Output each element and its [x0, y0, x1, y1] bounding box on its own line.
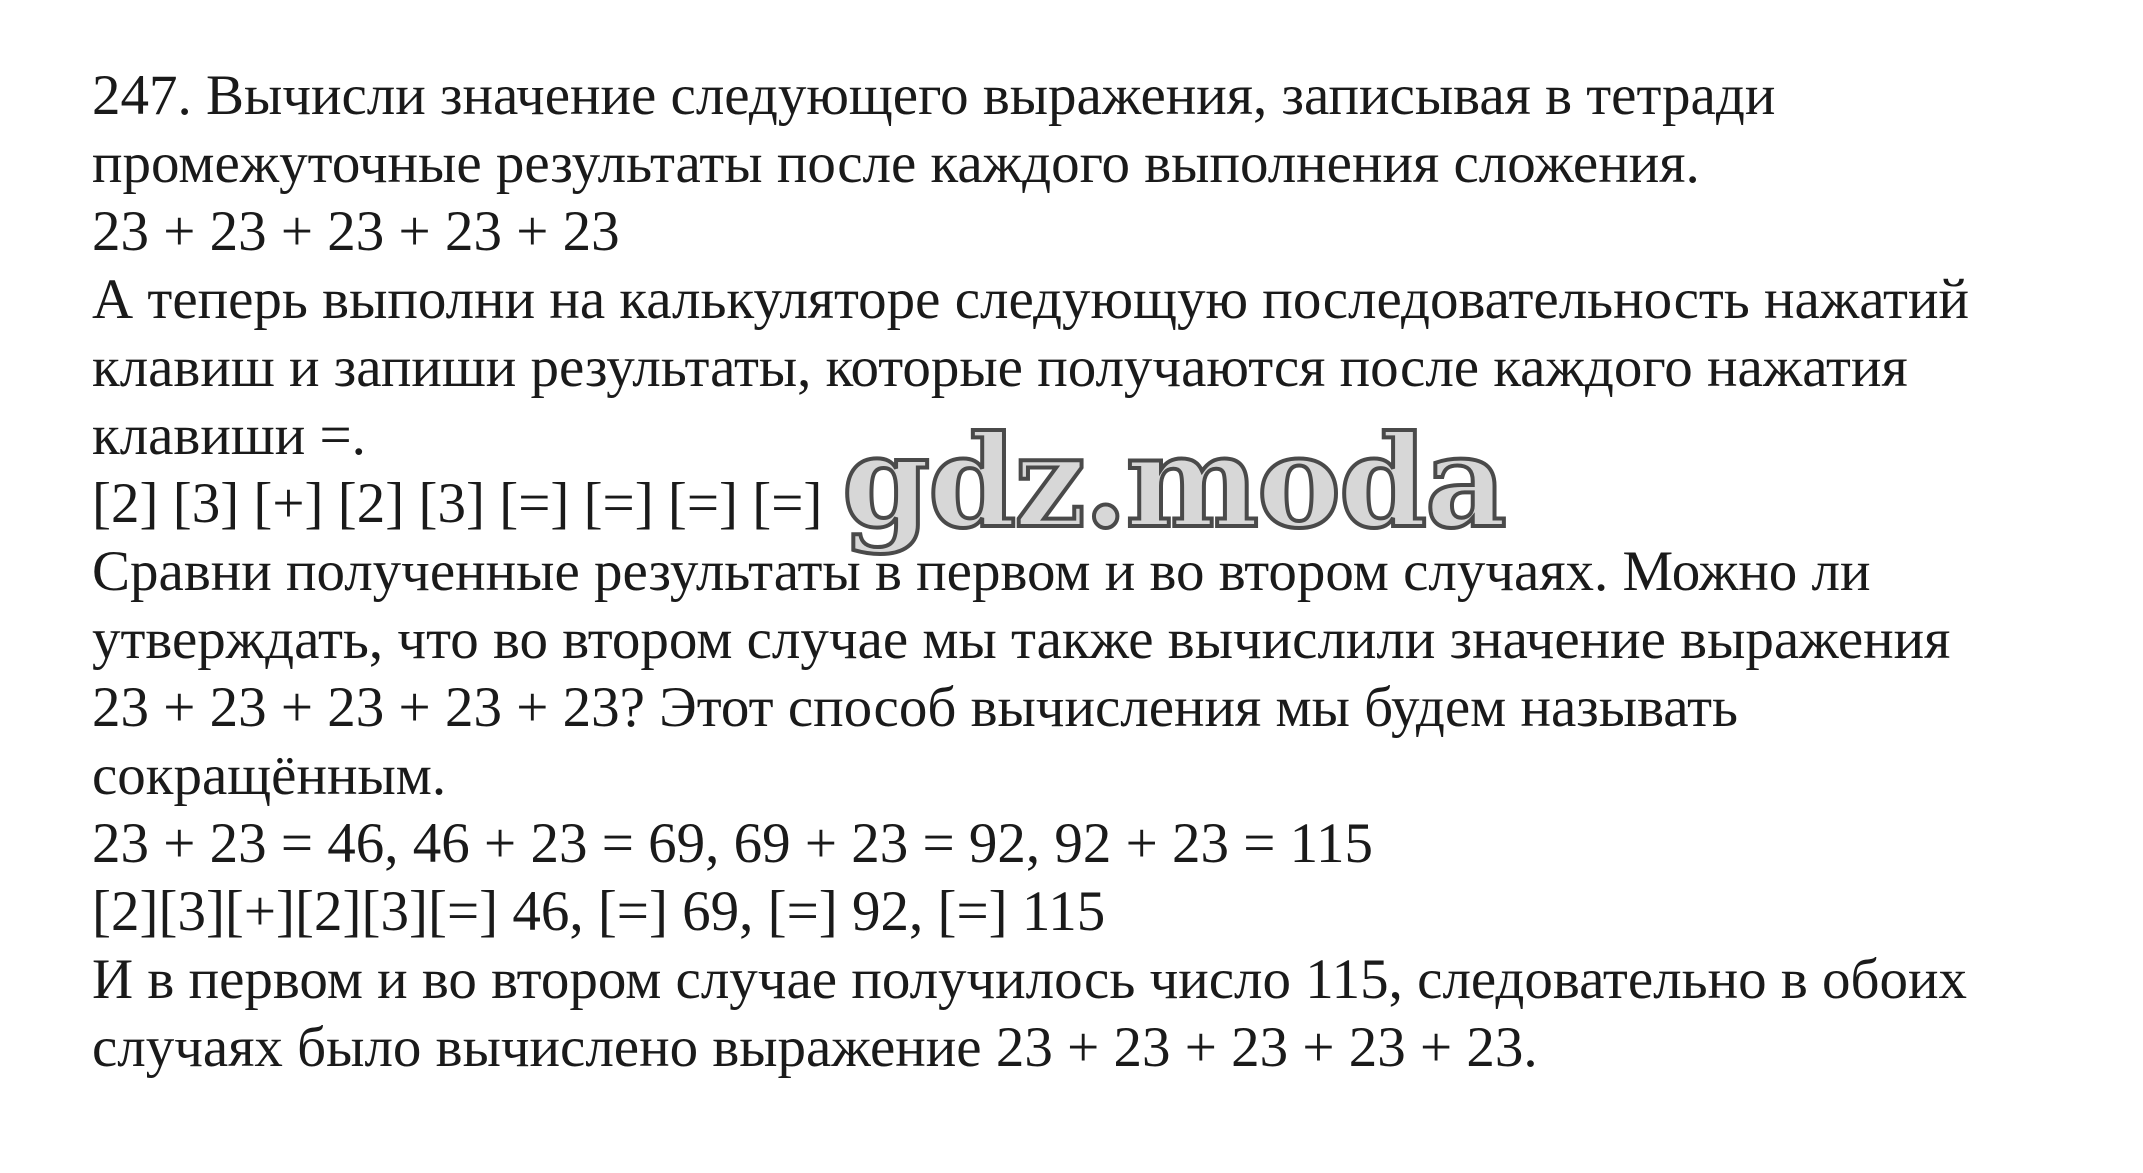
watermark-logo: gdz.moda [842, 408, 1505, 556]
task-statement-line-1: 247. Вычисли значение следующего выражения, записывая в тетради [92, 64, 1776, 127]
calculator-instruction-line-3: клавиши =. [92, 404, 366, 467]
calculator-instruction-line-2: клавиш и запиши результаты, которые получаются после каждого нажатия [92, 336, 1908, 399]
question-line-1: Сравни полученные результаты в первом и во втором случаях. Можно ли [92, 540, 1871, 603]
question-line-3: 23 + 23 + 23 + 23 + 23? Этот способ вычисления мы будем называть [92, 676, 1738, 739]
answer-key-steps-line: [2][3][+][2][3][=] 46, [=] 69, [=] 92, [=] 115 [92, 880, 1106, 943]
answer-sum-steps-line: 23 + 23 = 46, 46 + 23 = 69, 69 + 23 = 92, 92 + 23 = 115 [92, 812, 1374, 875]
question-line-4: сокращённым. [92, 744, 447, 807]
conclusion-line-2: случаях было вычислено выражение 23 + 23 + 23 + 23 + 23. [92, 1016, 1538, 1079]
exercise-text [92, 62, 2092, 1082]
key-sequence-line: [2] [3] [+] [2] [3] [=] [=] [=] [=] [92, 472, 823, 535]
calculator-instruction-line-1: А теперь выполни на калькуляторе следующую последовательность нажатий [92, 268, 1969, 331]
expression-line: 23 + 23 + 23 + 23 + 23 [92, 200, 620, 263]
task-statement-line-2: промежуточные результаты после каждого выполнения сложения. [92, 132, 1700, 195]
conclusion-line-1: И в первом и во втором случае получилось число 115, следовательно в обоих [92, 948, 1967, 1011]
question-line-2: утверждать, что во втором случае мы также вычислили значение выражения [92, 608, 1951, 671]
